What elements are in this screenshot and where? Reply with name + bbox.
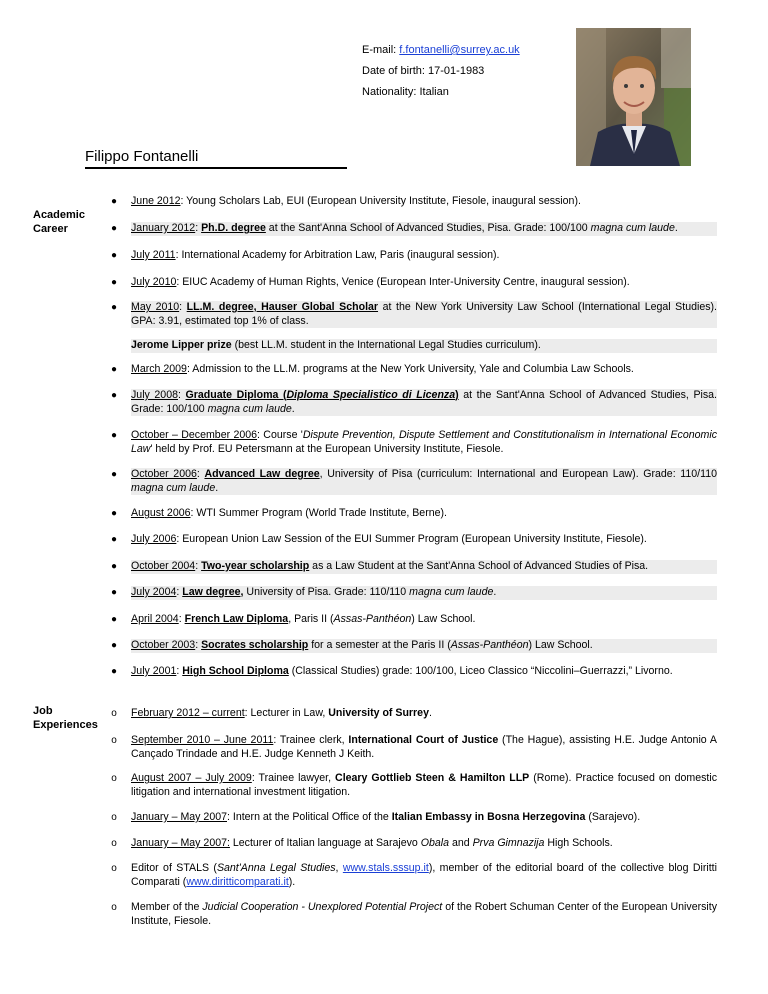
profile-photo xyxy=(576,28,691,166)
bullet-dot-icon: ● xyxy=(110,364,118,375)
bullet-dot-icon: ● xyxy=(110,302,118,313)
bullet-dot-icon: ● xyxy=(110,250,118,261)
bullet-dot-icon: ● xyxy=(110,666,118,677)
bullet-dot-icon: ● xyxy=(110,196,118,207)
job-entry-6: o Editor of STALS (Sant'Anna Legal Studies, www.stals.sssup.it), member of the editorial board of the collective blog Diritti Comparati (www.diritticomparati.it). xyxy=(131,862,717,889)
academic-entry-2: ● January 2012: Ph.D. degree at the Sant'Anna School of Advanced Studies, Pisa. Grade: 100/100 magna cum laude. xyxy=(131,222,717,236)
academic-entry-1: ● June 2012: Young Scholars Lab, EUI (European University Institute, Fiesole, inaugural session). xyxy=(110,195,581,207)
diritticomparati-link[interactable]: www.diritticomparati.it xyxy=(186,875,289,888)
bullet-circle-icon: o xyxy=(111,773,117,784)
email-link[interactable]: f.fontanelli@surrey.ac.uk xyxy=(399,44,520,56)
academic-entry-13: ● July 2004: Law degree, University of Pisa. Grade: 110/110 magna cum laude. xyxy=(131,586,717,600)
academic-entry-8: ● October – December 2006: Course 'Dispute Prevention, Dispute Settlement and Constitutionalism in International Economic Law' held by Prof. EU Petersmann at the European University Institute, Fiesole. xyxy=(110,429,717,455)
academic-entry-14: ● April 2004: French Law Diploma, Paris II (Assas-Panthéon) Law School. xyxy=(110,613,476,625)
bullet-dot-icon: ● xyxy=(110,430,118,441)
bullet-dot-icon: ● xyxy=(110,223,118,234)
bullet-circle-icon: o xyxy=(111,735,117,746)
academic-entry-5-prize: Jerome Lipper prize (best LL.M. student in the International Legal Studies curriculum). xyxy=(131,339,717,353)
academic-entry-10: ● August 2006: WTI Summer Program (World Trade Institute, Berne). xyxy=(110,507,447,519)
bullet-circle-icon: o xyxy=(111,863,117,874)
person-name: Filippo Fontanelli xyxy=(85,148,347,169)
academic-entry-15: ● October 2003: Socrates scholarship for a semester at the Paris II (Assas-Panthéon) Law School. xyxy=(131,639,717,653)
email-line: E-mail: f.fontanelli@surrey.ac.uk xyxy=(362,44,520,56)
job-entry-5: o January – May 2007: Lecturer of Italian language at Sarajevo Obala and Prva Gimnazija High Schools. xyxy=(131,837,717,851)
nationality: Nationality: Italian xyxy=(362,86,449,98)
bullet-dot-icon: ● xyxy=(110,640,118,651)
academic-entry-6: ● March 2009: Admission to the LL.M. programs at the New York University, Yale and Columbia Law Schools. xyxy=(110,363,634,375)
bullet-dot-icon: ● xyxy=(110,277,118,288)
stals-link[interactable]: www.stals.sssup.it xyxy=(342,862,429,874)
job-entry-2: o September 2010 – June 2011: Trainee clerk, International Court of Justice (The Hague), assisting H.E. Judge Antonio A Cançado Trindade and H.E. Judge Kenneth J Keith. xyxy=(131,734,717,761)
bullet-dot-icon: ● xyxy=(110,534,118,545)
bullet-dot-icon: ● xyxy=(110,390,118,401)
job-entry-1: o February 2012 – current: Lecturer in Law, University of Surrey. xyxy=(131,707,717,721)
contact-block xyxy=(362,40,520,103)
section-label-jobs: Job Experiences xyxy=(33,705,98,731)
bullet-dot-icon: ● xyxy=(110,614,118,625)
bullet-circle-icon: o xyxy=(111,812,117,823)
academic-entry-7: ● July 2008: Graduate Diploma (Diploma Specialistico di Licenza) at the Sant'Anna School of Advanced Studies, Pisa. Grade: 100/100 magna cum laude. xyxy=(110,389,717,415)
bullet-circle-icon: o xyxy=(111,838,117,849)
section-label-academic: Academic Career xyxy=(33,209,85,235)
bullet-dot-icon: ● xyxy=(110,587,118,598)
job-entry-7: o Member of the Judicial Cooperation - Unexplored Potential Project of the Robert Schuman Center of the European University Institute, Fiesole. xyxy=(131,901,717,928)
bullet-dot-icon: ● xyxy=(110,469,118,480)
job-entry-3: o August 2007 – July 2009: Trainee lawyer, Cleary Gottlieb Steen & Hamilton LLP (Rome). Practice focused on domestic litigation and international investment litigation. xyxy=(131,772,717,799)
job-entry-4: o January – May 2007: Intern at the Political Office of the Italian Embassy in Bosna Herzegovina (Sarajevo). xyxy=(131,811,717,825)
bullet-dot-icon: ● xyxy=(110,561,118,572)
academic-entry-9: ● October 2006: Advanced Law degree, University of Pisa (curriculum: International and European Law). Grade: 110/110 magna cum laude. xyxy=(110,468,717,494)
academic-entry-4: ● July 2010: EIUC Academy of Human Rights, Venice (European Inter-University Centre, inaugural session). xyxy=(110,276,630,288)
academic-entry-5: ● May 2010: LL.M. degree, Hauser Global Scholar at the New York University Law School (International Legal Studies). GPA: 3.91, estimated top 1% of class. xyxy=(110,301,735,327)
bullet-dot-icon: ● xyxy=(110,508,118,519)
academic-entry-12: ● October 2004: Two-year scholarship as a Law Student at the Sant'Anna School of Advanced Studies of Pisa. xyxy=(131,560,717,574)
bullet-circle-icon: o xyxy=(111,902,117,913)
academic-entry-16: ● July 2001: High School Diploma (Classical Studies) grade: 100/100, Liceo Classico “Niccolini–Guerrazzi,” Livorno. xyxy=(110,665,673,677)
bullet-circle-icon: o xyxy=(111,708,117,719)
academic-entry-3: ● July 2011: International Academy for Arbitration Law, Paris (inaugural session). xyxy=(110,249,500,261)
date-of-birth: Date of birth: 17-01-1983 xyxy=(362,65,485,77)
academic-entry-11: ● July 2006: European Union Law Session of the EUI Summer Program (European University Institute, Fiesole). xyxy=(110,533,647,545)
